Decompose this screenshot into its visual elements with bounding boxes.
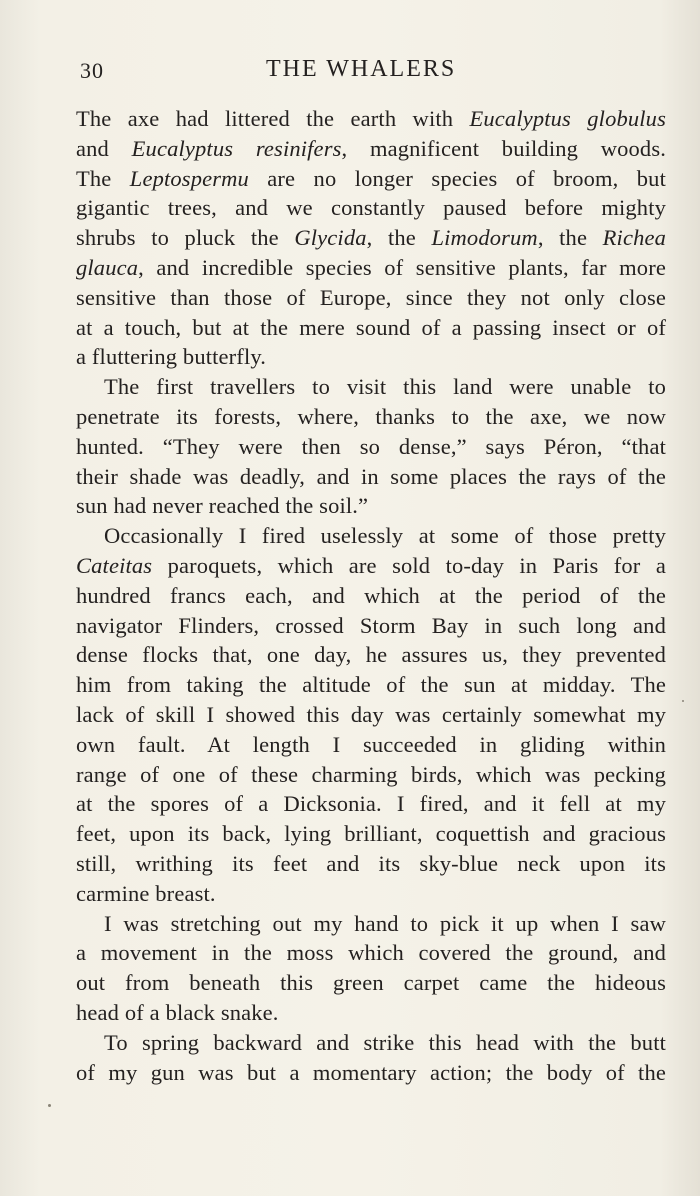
text-line — [76, 968, 666, 998]
paper-speck — [48, 1104, 51, 1107]
text-line — [76, 640, 666, 670]
text-run: of my gun was but a momentary action; the body of the — [76, 1059, 666, 1085]
text-run: their shade was deadly, and in some places the rays of the — [76, 463, 666, 489]
text-line — [76, 104, 666, 134]
text-run: carmine breast. — [76, 880, 216, 906]
text-line — [76, 432, 666, 462]
text-run: , the — [537, 225, 603, 251]
text-run: and — [76, 135, 132, 161]
text-run: sensitive than those of Europe, since they not only close — [76, 284, 666, 310]
text-run: , and incredible species of sensitive plants, far more — [138, 254, 666, 280]
text-line — [76, 372, 666, 402]
text-line — [76, 521, 666, 551]
page-header — [80, 56, 670, 92]
text-run: at the spores of a Dicksonia. I fired, and it fell at my — [76, 791, 666, 817]
italic-term: Limodorum — [431, 225, 538, 251]
text-line — [76, 849, 666, 879]
italic-term: Cateitas — [76, 552, 153, 578]
text-line — [76, 491, 666, 521]
text-run: lack of skill I showed this day was certainly somewhat my — [76, 701, 666, 727]
text-run: range of one of these charming birds, which was pecking — [76, 761, 666, 787]
text-run: paroquets, which are sold to-day in Paris for a — [152, 552, 666, 578]
text-run: shrubs to pluck the — [76, 225, 295, 251]
text-line — [76, 998, 666, 1028]
text-run: still, writhing its feet and its sky-blue neck upon its — [76, 850, 666, 876]
text-run: The first travellers to visit this land were unable to — [104, 374, 666, 400]
text-line — [76, 164, 666, 194]
text-line — [76, 134, 666, 164]
running-title: THE WHALERS — [266, 56, 457, 82]
page-number: 30 — [80, 58, 104, 83]
text-line — [76, 879, 666, 909]
text-run: hunted. “They were then so dense,” says Péron, “that — [76, 433, 666, 459]
text-run: penetrate its forests, where, thanks to the axe, we now — [76, 403, 666, 429]
text-line — [76, 402, 666, 432]
text-line — [76, 581, 666, 611]
italic-term: Glycida — [294, 225, 367, 251]
italic-term: glauca — [76, 254, 139, 280]
text-run: The axe had littered the earth with — [76, 106, 470, 131]
text-run: at a touch, but at the mere sound of a passing insect or of — [76, 314, 666, 340]
text-run: The — [76, 165, 130, 191]
text-run: navigator Flinders, crossed Storm Bay in such long and — [76, 612, 666, 638]
text-run: feet, upon its back, lying brilliant, coquettish and gracious — [76, 821, 666, 847]
italic-term: Eucalyptus globulus — [469, 106, 666, 131]
text-line — [76, 670, 666, 700]
text-run: out from beneath this green carpet came the hideous — [76, 970, 666, 996]
text-run: a fluttering butterfly. — [76, 344, 267, 370]
text-line — [76, 551, 666, 581]
text-line — [76, 819, 666, 849]
text-line — [76, 938, 666, 968]
text-run: him from taking the altitude of the sun at midday. The — [76, 672, 666, 698]
text-line — [76, 730, 666, 760]
paper-speck — [682, 700, 684, 702]
text-line — [76, 193, 666, 223]
text-line — [76, 700, 666, 730]
text-line — [76, 283, 666, 313]
text-line — [76, 342, 666, 372]
text-run: sun had never reached the soil.” — [76, 493, 369, 519]
text-run: head of a black snake. — [76, 999, 279, 1025]
text-run: , magnificent building woods. — [341, 135, 667, 161]
text-run: hundred francs each, and which at the period of the — [76, 582, 666, 608]
text-line — [76, 1058, 666, 1088]
text-line — [76, 313, 666, 343]
text-run: Occasionally I fired uselessly at some of those pretty — [104, 523, 666, 549]
text-line — [76, 223, 666, 253]
text-run: , the — [366, 225, 432, 251]
italic-term: Richea — [602, 225, 667, 251]
body-text — [76, 104, 666, 1087]
text-run: To spring backward and strike this head with the butt — [104, 1029, 666, 1055]
text-run: a movement in the moss which covered the ground, and — [76, 940, 666, 966]
text-line — [76, 789, 666, 819]
text-run: own fault. At length I succeeded in gliding within — [76, 731, 666, 757]
text-line — [76, 1028, 666, 1058]
italic-term: Leptospermu — [129, 165, 249, 191]
text-run: dense flocks that, one day, he assures us, they prevented — [76, 642, 666, 668]
text-run: I was stretching out my hand to pick it up when I saw — [104, 910, 666, 936]
text-line — [76, 253, 666, 283]
text-line — [76, 611, 666, 641]
text-run: gigantic trees, and we constantly paused before mighty — [76, 195, 666, 221]
text-line — [76, 462, 666, 492]
text-line — [76, 909, 666, 939]
text-run: are no longer species of broom, but — [248, 165, 666, 191]
italic-term: Eucalyptus resinifers — [131, 135, 342, 161]
text-line — [76, 760, 666, 790]
